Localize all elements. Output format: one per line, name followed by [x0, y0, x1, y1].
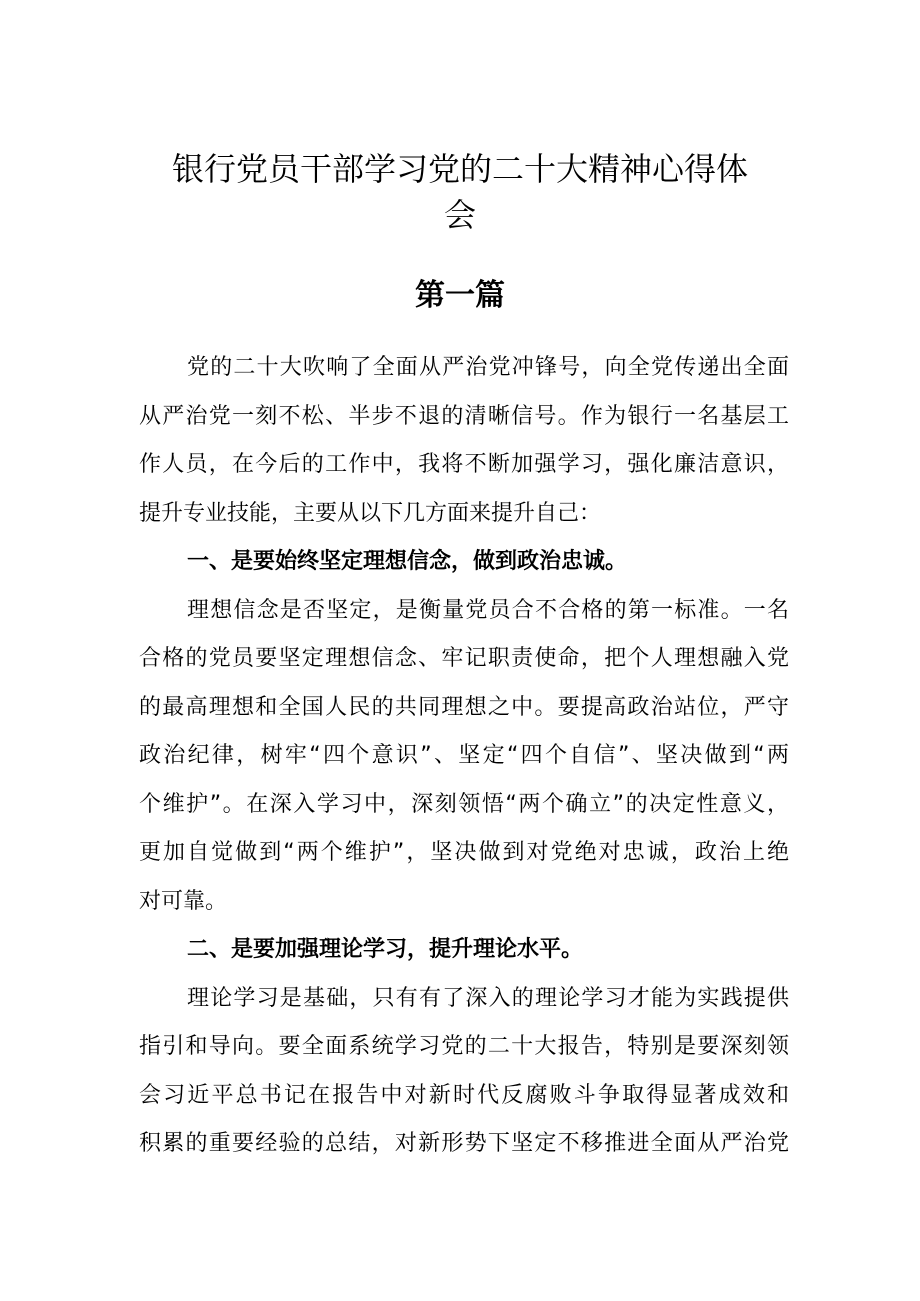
paragraph-3-line-1: 理论学习是基础，只有有了深入的理论学习才能为实践提供	[187, 985, 789, 1011]
paragraph-1-line-3: 作人员，在今后的工作中，我将不断加强学习，强化廉洁意识，	[139, 452, 789, 477]
paragraph-2-line-1: 理想信念是否坚定，是衡量党员合不合格的第一标准。一名	[187, 597, 789, 623]
title-line-1: 银行党员干部学习党的二十大精神心得体	[171, 150, 748, 188]
document-title	[160, 146, 760, 238]
paragraph-2-line-6: 更加自觉做到“两个维护”，坚决做到对党绝对忠诚，政治上绝	[139, 840, 789, 865]
heading-1: 一、是要始终坚定理想信念，做到政治忠诚。	[187, 549, 628, 574]
paragraph-1-line-1: 党的二十大吹响了全面从严治党冲锋号，向全党传递出全面	[187, 355, 789, 380]
paragraph-2-line-3: 的最高理想和全国人民的共同理想之中。要提高政治站位，严守	[139, 694, 789, 720]
section-title: 第一篇	[415, 278, 505, 313]
paragraph-2-line-5: 个维护”。在深入学习中，深刻领悟“两个确立”的决定性意义，	[139, 791, 789, 817]
paragraph-1-line-4: 提升专业技能，主要从以下几方面来提升自己：	[139, 500, 602, 526]
document-body	[139, 348, 789, 1173]
paragraph-2-line-4: 政治纪律，树牢“四个意识”、坚定“四个自信”、坚决做到“两	[139, 743, 789, 768]
paragraph-3-line-2: 指引和导向。要全面系统学习党的二十大报告，特别是要深刻领	[139, 1034, 789, 1059]
paragraph-3-line-3: 会习近平总书记在报告中对新时代反腐败斗争取得显著成效和	[139, 1082, 789, 1108]
paragraph-2-line-7: 对可靠。	[139, 888, 228, 914]
paragraph-2-line-2: 合格的党员要坚定理想信念、牢记职责使命，把个人理想融入党	[139, 646, 789, 671]
paragraph-3-line-4: 积累的重要经验的总结，对新形势下坚定不移推进全面从严治党	[139, 1131, 789, 1156]
paragraph-1-line-2: 从严治党一刻不松、半步不退的清晰信号。作为银行一名基层工	[139, 403, 789, 429]
heading-2: 二、是要加强理论学习，提升理论水平。	[187, 937, 584, 962]
title-line-2: 会	[443, 196, 476, 234]
